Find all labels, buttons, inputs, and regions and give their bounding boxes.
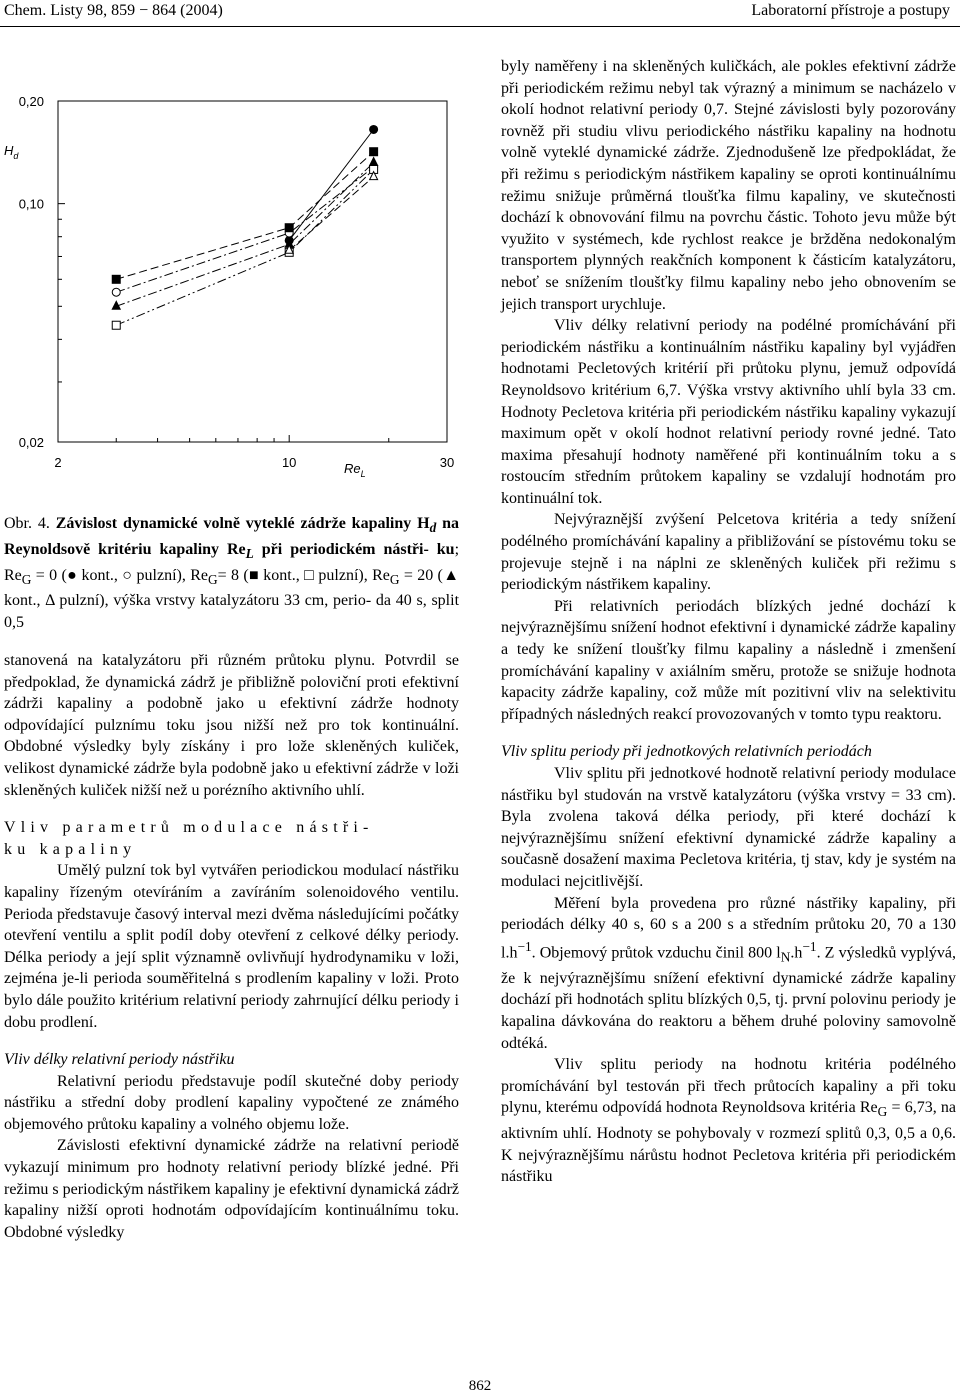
data-point-square	[370, 148, 378, 156]
text-run: . Objemový průtok vzduchu činil 800 l	[531, 944, 781, 962]
caption-legend-4: = 20 (▲ kont., Δ pulzní), výška vrstvy katalyzátoru 33 cm, perio-	[4, 566, 460, 610]
paragraph	[501, 893, 956, 1055]
paragraph: byly naměřeny i na skleněných kuličkách, ale pokles efektivní zádrže při periodickém režimu nebyl tak výrazný a minimum se nacházelo v okolí hodnot relativní periody 0,7. Stejné závislosti byly pozorovány rovněž při studiu vlivu periodického nástřiku kapaliny na hodnotu volně vyteklé dynamické zádrže. Zjednodušeně lze předpokládat, že při režimu s periodickým nástřikem kapaliny se oproti kontinuálnímu režimu snižuje průměrná tloušťka filmu kapaliny, ve skutečnosti dochází k obnovování filmu na povrchu částic. Tohoto jevu může být využito v systémech, kde rychlost reakce je bržděna nedokonalým transportem plynných reakčních komponent k částicím katalyzátoru, neboť se snížením tloušťky filmu kapaliny nebo jeho obnovením se jejich transport urychluje.	[501, 58, 956, 313]
x-tick-label: 10	[281, 455, 297, 470]
subscript: N	[780, 949, 791, 965]
data-point-circle	[112, 288, 120, 296]
data-point-square	[112, 321, 120, 329]
x-axis-label: $Re_L$	[344, 461, 366, 479]
caption-sub-g3: G	[389, 571, 400, 587]
caption-legend-2: = 0 (● kont., ○ pulzní), Re	[31, 566, 208, 584]
series-line	[289, 177, 373, 251]
caption-sub-g1: G	[21, 571, 32, 587]
data-point-square	[285, 224, 293, 232]
caption-sub-d: d	[429, 520, 437, 536]
paragraph: Vliv splitu při jednotkové hodnotě relativní periody modulace nástřiku byl studován na vrstvě katalyzátoru (výška vrstvy = 33 cm). Byla zvolena taková délka periody, při které dochází k nejvýraznějšímu snížení efektivní dynamické zádrže kapaliny a současně dosažení maxima Pecletova kritéria, tj stav, kdy je systém na modulaci nejcitlivější.	[501, 765, 956, 890]
superscript: −1	[802, 938, 817, 954]
superscript: −1	[517, 938, 532, 954]
paragraph: Závislosti efektivní dynamické zádrže na relativní periodě vykazují minimum pro hodnoty relativní periody blízké jedné. Při režimu s periodickým nástřikem kapaliny je efektivní dynamická zádrž kapaliny nižší oproti hodnotám odpovídajícím kontinuálnímu toku. Obdobné výsledky	[4, 1137, 459, 1241]
caption-title-4: ku	[436, 540, 455, 558]
caption-sub-l: L	[245, 545, 254, 561]
paragraph: Relativní periodu představuje podíl skutečné doby periody nástřiku a střední doby prodlení kapaliny vypočtené ze známého objemového průtoku kapaliny a volného objemu lože.	[4, 1072, 459, 1133]
paragraph: Při relativních periodách blízkých jedné dochází k nejvýraznějšímu snížení hodnot efektivní i dynamické zádrže kapaliny a tedy ke snížení tloušťky filmu kapaliny a následně i zmenšení promíchávání kapaliny v axiálním směru, protože se snižuje hodnota kapacity zádrže kapaliny, což může mít pozitivní vliv na selektivitu případných následných reakcí provozovaných v tomto typu reaktoru.	[501, 597, 956, 723]
paragraph: stanovená na katalyzátoru při různém průtoku plynu. Potvrdil se předpoklad, že dynamická zádrž je přibližně poloviční proti efektivní zádrži kapaliny a podobně jako u efektivní zádrže hodnoty odpovídající pulznímu toku jsou nižší než pro tok kontinuální. Obdobné výsledky byly získány i pro lože skleněných kuliček, velikost dynamické zádrže byla podobně jako u efektivní zádrže v loži skleněných kuliček nižší než u porézního aktivního uhlí.	[4, 652, 459, 799]
heading-line-2: ku kapaliny	[4, 840, 137, 858]
y-axis-label-sub: d	[13, 151, 19, 161]
section-title: Laboratorní přístroje a postupy	[751, 2, 950, 19]
chart-axes	[58, 101, 447, 442]
left-column	[4, 650, 459, 1243]
y-tick-label: 0,20	[18, 94, 44, 109]
caption-title-1: Závislost dynamické volně vyteklé zádrže kapaliny H	[55, 515, 430, 532]
caption-title-3: při periodickém nástři-	[253, 540, 429, 558]
y-axis-label: $H_d$	[4, 143, 19, 161]
y-tick-label: 0,10	[18, 196, 44, 212]
series-line	[116, 163, 373, 307]
page-number: 862	[468, 1378, 492, 1394]
caption-sub-g2: G	[207, 571, 218, 587]
x-tick-label: 30	[439, 455, 455, 470]
chart-markers	[112, 125, 377, 329]
paragraph: Umělý pulzní tok byl vytvářen periodickou modulací nástřiku kapaliny řízeným otevíráním a zavíráním solenoidového ventilu. Perioda představuje časový interval mezi dvěma následujícími počátky otevření ventilu a split podíl doby otevření z celkové délky periody. Délka periody a její split významně ovlivňují hydrodynamiku v loži, zejména je-li perioda souměřitelná s prodlením kapaliny v loži. Proto bylo dále použito kritérium relativní periody zahrnující délku periody i dobu prodlení.	[4, 862, 459, 1031]
series-line	[289, 130, 373, 241]
data-point-triangle	[370, 158, 378, 166]
paragraph	[501, 1054, 956, 1188]
text-run: . Z výsledků vyplývá, že k nejvýraznějšímu snížení efektivní dynamické zádrže kapaliny dochází při hodnotách splitu blízkých 0,5, tj. první polovinu periody je kapalina dávkována do reaktoru a během druhé poloviny samovolně odtéká.	[501, 944, 957, 1052]
x-tick-label: 2	[54, 455, 62, 470]
subscript: G	[877, 1104, 888, 1120]
text-run: .h	[790, 944, 803, 962]
caption-legend-1: ; Re	[4, 540, 460, 584]
subsection-heading: Vliv splitu periody při jednotkových relativních periodách	[501, 743, 872, 761]
subsection-heading: Vliv délky relativní periody nástřiku	[4, 1051, 235, 1069]
paragraph: Vliv délky relativní periody na podélné promíchávání při periodickém nástřiku a kontinuálním nástřiku kapaliny byl vyjádřen hodnotami Pecletových kritérií při průtoku plynu, jemuž odpovídá Reynoldsovo kritérium 6,7. Výška vrstvy aktivního uhlí byla 33 cm. Hodnoty Pecletova kritéria při periodickém nástřiku kapaliny vykazují maximum opět v okolí hodnot relativní periody rovné jedné. Tato maxima přesahují hodnoty naměřené při kontinuálním toku a s rostoucím středním průtokem kapaliny se vzdalují hodnotám pro kontinuální tok.	[501, 317, 956, 507]
caption-legend-5: da 40 s, split 0,5	[4, 592, 460, 631]
holdup-chart	[0, 80, 460, 485]
data-point-circle	[370, 125, 378, 133]
series-line	[116, 169, 373, 325]
caption-title-2: na Reynoldsově kritériu kapaliny Re	[4, 515, 460, 558]
figure-caption	[4, 513, 459, 634]
journal-citation: Chem. Listy 98, 859 − 864 (2004)	[4, 2, 223, 19]
text-run: Vliv splitu periody na hodnotu kritéria podélného promíchávání byl testován při třech průtocích kapaliny a při toku plynu, kterému odpovídá hodnota Reynoldsova kritéria Re	[501, 1056, 956, 1117]
section-heading	[4, 817, 459, 860]
heading-line-1: Vliv parametrů modulace nástři-	[4, 819, 374, 837]
text-run: = 6,73, na aktivním uhlí. Hodnoty se pohybovaly v rozmezí splitů 0,3, 0,5 a 0,6. K nejvýraznějšímu nárůstu hodnot Pecletova kritéria při periodickém nástřiku	[501, 1099, 957, 1186]
caption-label: Obr. 4.	[4, 515, 56, 532]
chart-labels	[4, 94, 454, 479]
caption-legend-3: = 8 (■ kont., □ pulzní), Re	[217, 566, 390, 584]
text-run: Měření byla provedena pro různé nástřiky kapaliny, při periodách délky 40 s, 60 s a 200 s a středním průtoku 20, 70 a 130 l.h	[501, 894, 956, 962]
y-tick-label: 0,02	[18, 435, 44, 450]
x-axis-label-sub: L	[360, 469, 366, 479]
data-point-square	[112, 275, 120, 283]
paragraph: Nejvýraznější zvýšení Pelcetova kritéria a tedy snížení podélného promíchávání kapaliny a přibližování se pístovému toku se projevuje stejně i na náplni ze skleněných kuliček při režimu s periodickým nástřikem kapaliny.	[501, 511, 956, 594]
chart-series-lines	[116, 130, 373, 326]
running-header	[0, 0, 960, 27]
right-column	[501, 56, 956, 1188]
plot-frame	[58, 101, 447, 442]
